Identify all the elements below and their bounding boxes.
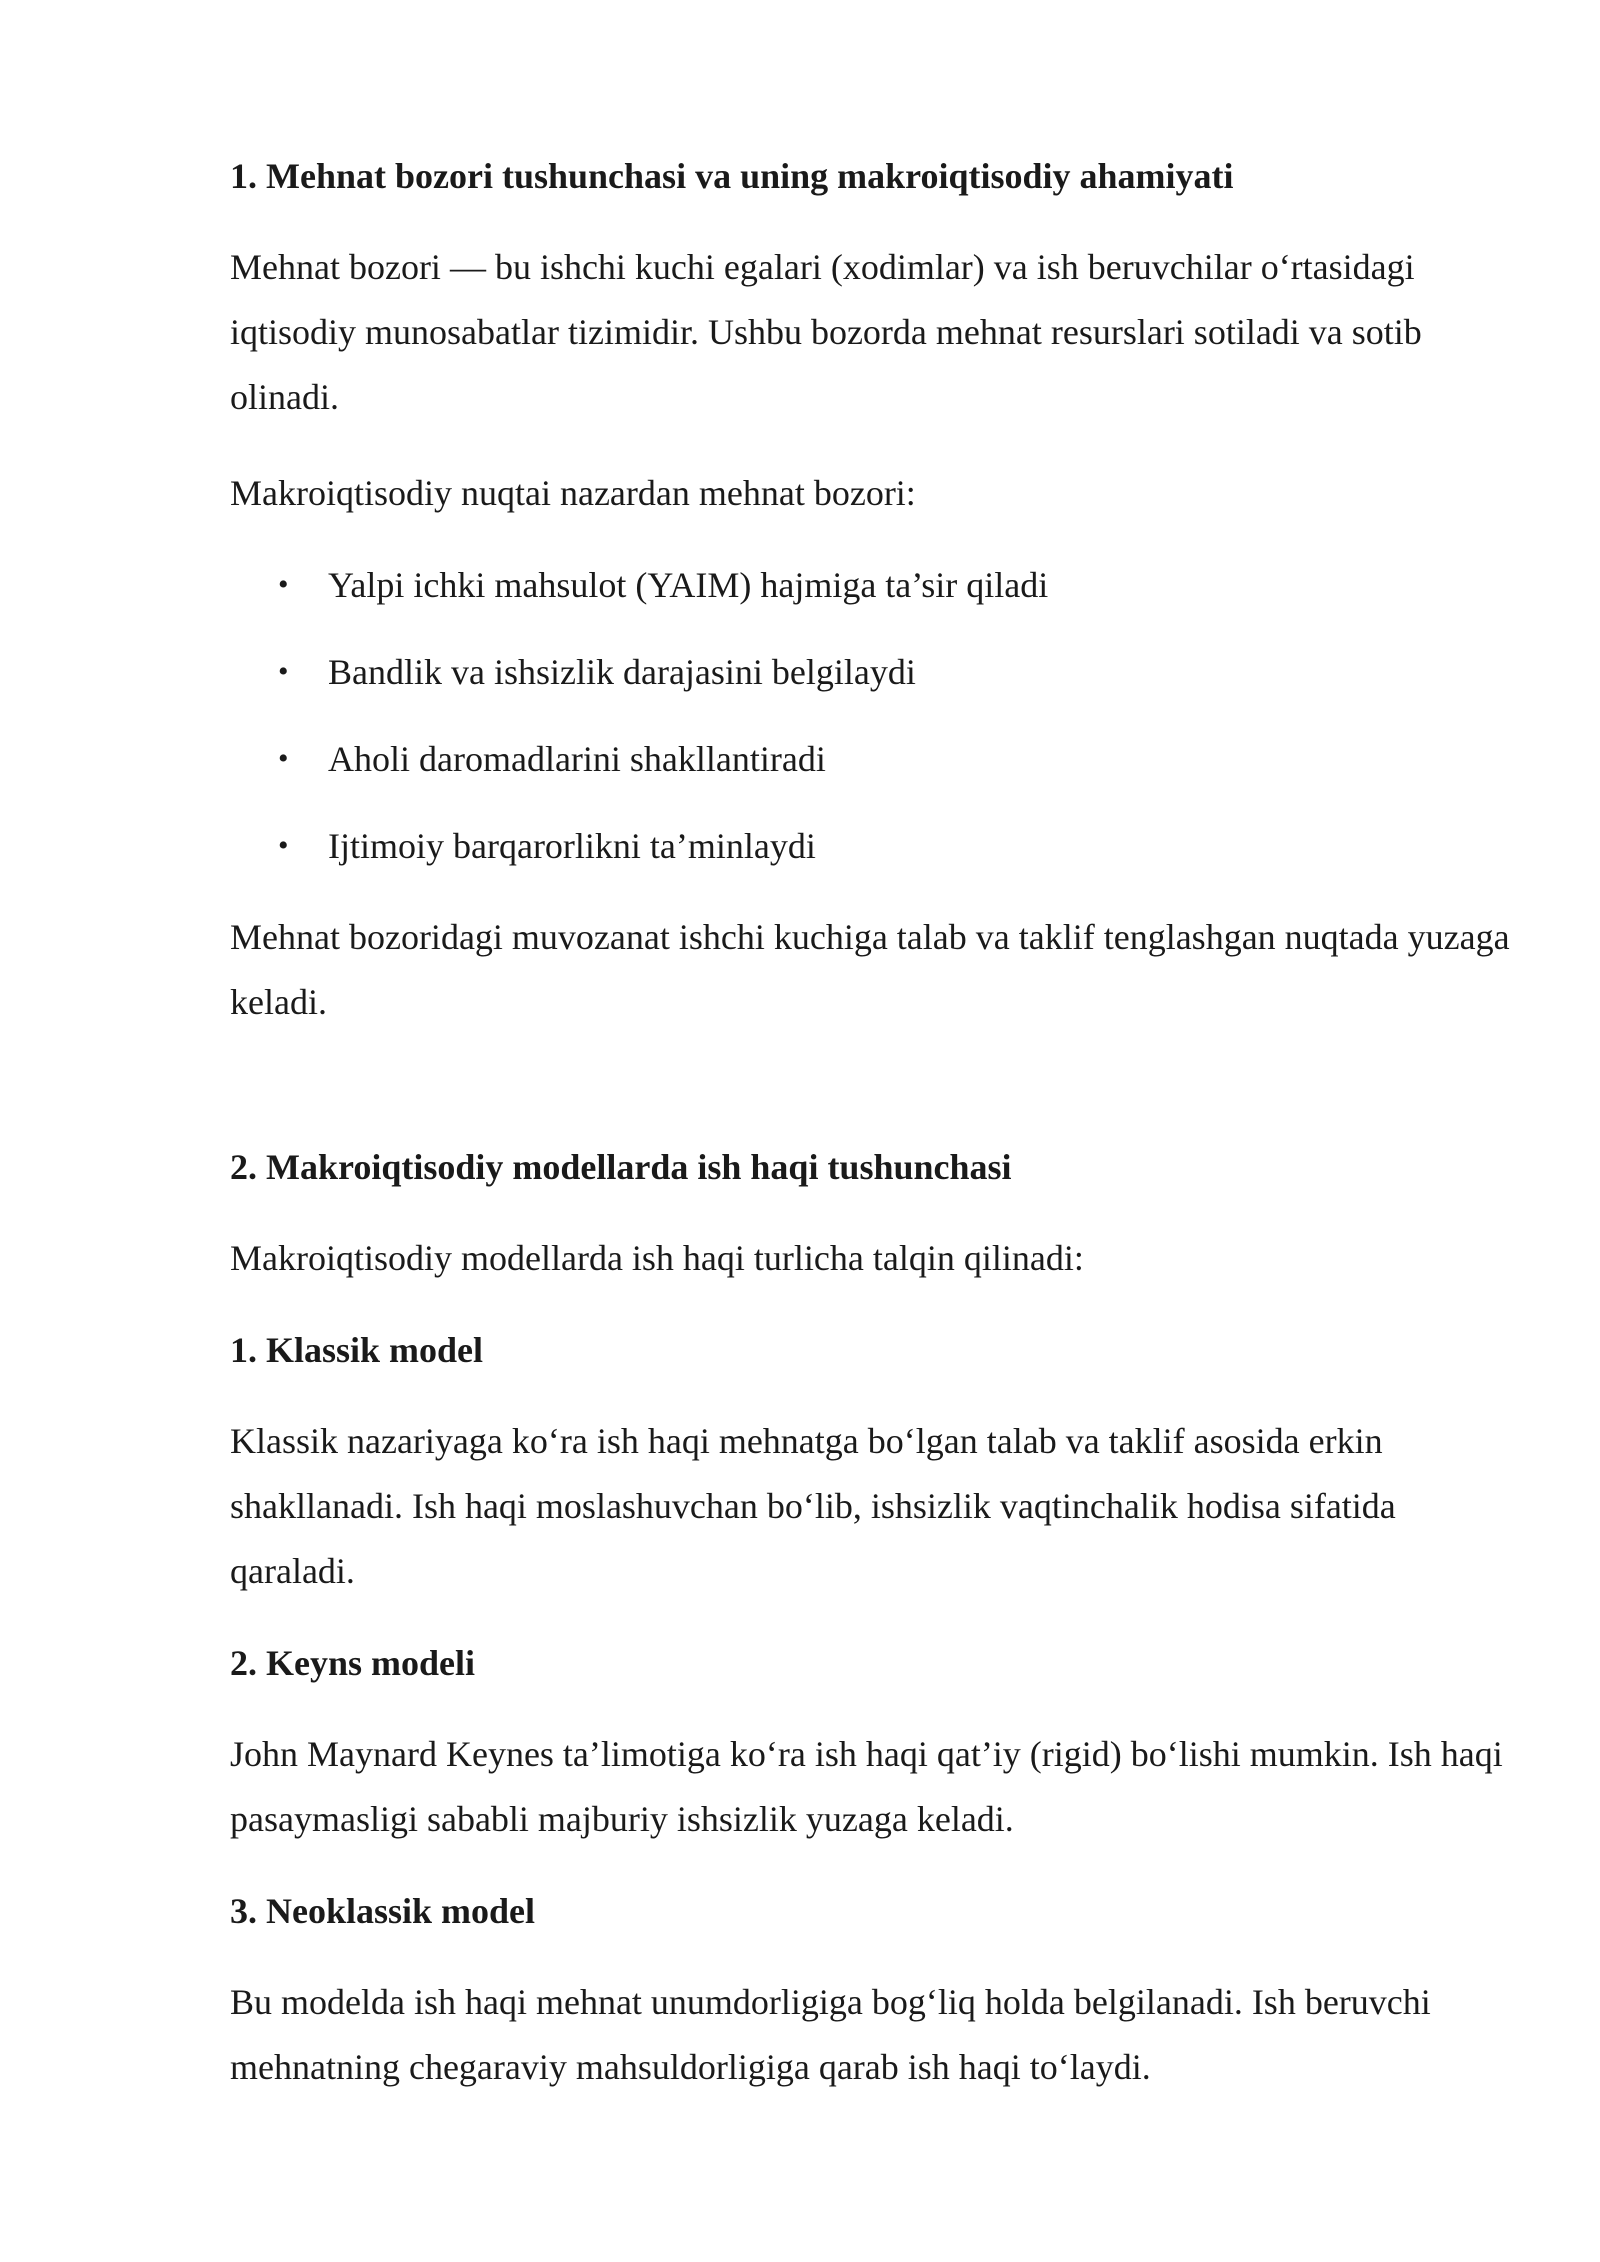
model-3-title: 3. Neoklassik model (230, 1891, 536, 1931)
section-2-heading: 2. Makroiqtisodiy modellarda ish haqi tushunchasi (230, 1147, 1012, 1187)
bullet-icon: • (278, 655, 289, 688)
section-2-intro: Makroiqtisodiy modellarda ish haqi turlicha talqin qilinadi: (230, 1238, 1084, 1278)
model-2-text: John Maynard Keynes ta’limotiga ko‘ra ish haqi qat’iy (rigid) bo‘lishi mumkin. Ish haqi pasaymasligi sababli majburiy ishsizlik yuzaga keladi. (230, 1734, 1503, 1839)
section-1-bullet-list (230, 557, 1520, 874)
section-1-paragraph-1: Mehnat bozori — bu ishchi kuchi egalari (xodimlar) va ish beruvchilar o‘rtasidagi iqtisodiy munosabatlar tizimidir. Ushbu bozorda mehnat resurslari sotiladi va sotib olinadi. (230, 247, 1422, 417)
list-item (230, 731, 1520, 787)
bullet-icon: • (278, 568, 289, 601)
bullet-icon: • (278, 829, 289, 862)
list-item-text: Ijtimoiy barqarorlikni ta’minlaydi (328, 826, 816, 866)
model-1-text: Klassik nazariyaga ko‘ra ish haqi mehnatga bo‘lgan talab va taklif asosida erkin shakllanadi. Ish haqi moslashuvchan bo‘lib, ishsizlik vaqtinchalik hodisa sifatida qaraladi. (230, 1421, 1396, 1591)
document-page (230, 148, 1520, 2100)
model-1-title: 1. Klassik model (230, 1330, 484, 1370)
model-3-text: Bu modelda ish haqi mehnat unumdorligiga bog‘liq holda belgilanadi. Ish beruvchi mehnatning chegaraviy mahsuldorligiga qarab ish haqi to‘laydi. (230, 1982, 1431, 2087)
bullet-icon: • (278, 742, 289, 775)
list-item (230, 644, 1520, 700)
section-1-paragraph-2: Makroiqtisodiy nuqtai nazardan mehnat bozori: (230, 473, 916, 513)
list-item-text: Bandlik va ishsizlik darajasini belgilaydi (328, 652, 916, 692)
section-1-heading: 1. Mehnat bozori tushunchasi va uning makroiqtisodiy ahamiyati (230, 156, 1234, 196)
list-item (230, 818, 1520, 874)
section-1-paragraph-3: Mehnat bozoridagi muvozanat ishchi kuchiga talab va taklif tenglashgan nuqtada yuzaga keladi. (230, 917, 1510, 1022)
list-item-text: Yalpi ichki mahsulot (YAIM) hajmiga ta’sir qiladi (328, 565, 1049, 605)
model-2-title: 2. Keyns modeli (230, 1643, 476, 1683)
list-item (230, 557, 1520, 613)
list-item-text: Aholi daromadlarini shakllantiradi (328, 739, 826, 779)
